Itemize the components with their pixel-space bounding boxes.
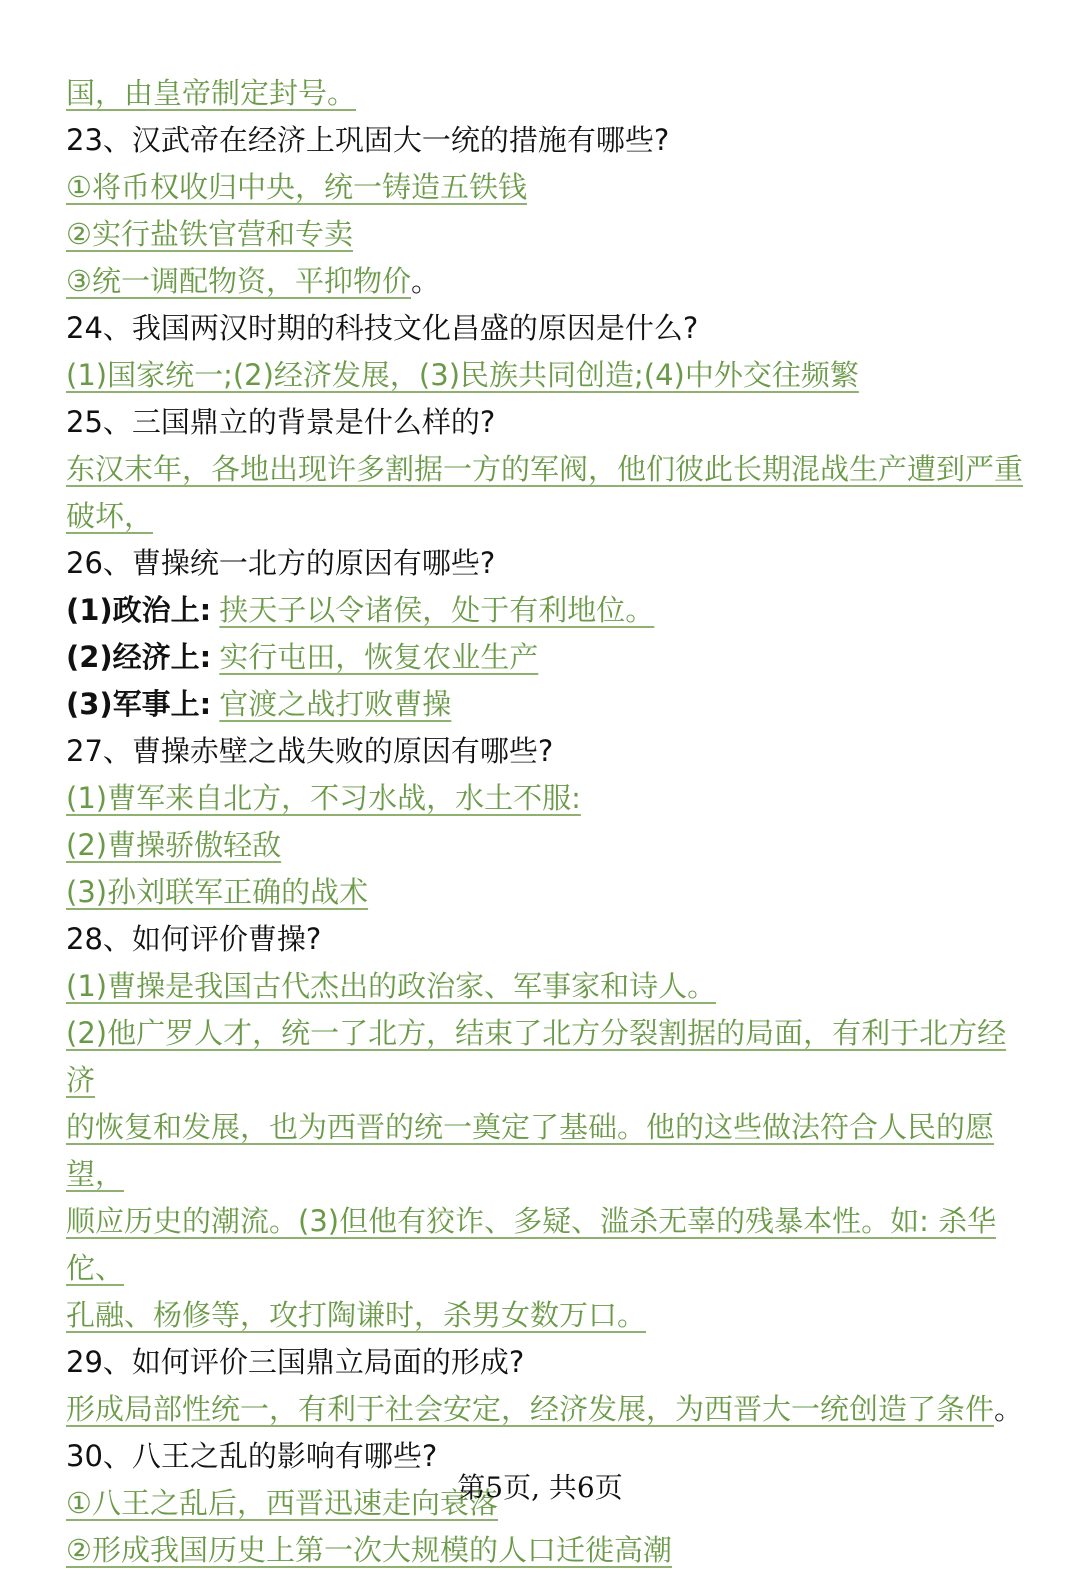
- answer-text: 形成局部性统一，有利于社会安定，经济发展，为西晋大一统创造了条件: [66, 1392, 995, 1426]
- document-body: [66, 70, 1026, 1574]
- page-number-footer: 第5页, 共6页: [457, 1471, 623, 1504]
- answer-text: 破坏，: [66, 499, 154, 533]
- question-line: 27、曹操赤壁之战失败的原因有哪些?: [66, 734, 554, 768]
- answer-text: 实行屯田，恢复农业生产: [219, 640, 539, 674]
- answer-label: (2)经济上:: [66, 640, 212, 674]
- answer-line: [66, 258, 1026, 305]
- answer-line: [66, 1010, 1026, 1104]
- answer-text: ①八王之乱后，西晋迅速走向衰落: [66, 1486, 498, 1520]
- answer-line: [66, 1198, 1026, 1292]
- answer-text: 国，由皇帝制定封号。: [66, 76, 357, 110]
- answer-text: ③统一调配物资，平抑物价: [66, 264, 411, 298]
- answer-label: (3)军事上:: [66, 687, 212, 721]
- answer-line: [66, 70, 1026, 117]
- answer-label: (1)政治上:: [66, 593, 212, 627]
- answer-line: [66, 1386, 1026, 1433]
- question-line: 29、如何评价三国鼎立局面的形成?: [66, 1345, 525, 1379]
- question-line: 26、曹操统一北方的原因有哪些?: [66, 546, 496, 580]
- answer-text: (2)曹操骄傲轻敌: [66, 828, 282, 862]
- answer-text: 顺应历史的潮流。(3)但他有狡诈、多疑、滥杀无辜的残暴本性。如: 杀华佗、: [66, 1204, 997, 1285]
- answer-tail-punctuation: 。: [411, 264, 441, 298]
- answer-text: (3)孙刘联军正确的战术: [66, 875, 369, 909]
- answer-text: 的恢复和发展，也为西晋的统一奠定了基础。他的这些做法符合人民的愿望，: [66, 1110, 995, 1191]
- question-line: 23、汉武帝在经济上巩固大一统的措施有哪些?: [66, 123, 670, 157]
- question-line: 30、八王之乱的影响有哪些?: [66, 1439, 438, 1473]
- answer-line: [66, 822, 1026, 869]
- labeled-answer-line: [66, 634, 1026, 681]
- answer-line: [66, 963, 1026, 1010]
- answer-line: [66, 352, 1026, 399]
- answer-text: ①将币权收归中央，统一铸造五铁钱: [66, 170, 527, 204]
- question-line: 28、如何评价曹操?: [66, 922, 322, 956]
- answer-text: 孔融、杨修等，攻打陶谦时，杀男女数万口。: [66, 1298, 647, 1332]
- answer-text: (1)曹军来自北方，不习水战，水土不服:: [66, 781, 581, 815]
- answer-text: 官渡之战打败曹操: [219, 687, 452, 721]
- answer-text: ②实行盐铁官营和专卖: [66, 217, 353, 251]
- answer-line: [66, 1527, 1026, 1574]
- answer-text: (2)他广罗人才，统一了北方，结束了北方分裂割据的局面，有利于北方经济: [66, 1016, 1007, 1097]
- answer-text: 东汉末年，各地出现许多割据一方的军阀，他们彼此长期混战生产遭到严重: [66, 452, 1024, 486]
- answer-line: [66, 775, 1026, 822]
- question-line: 25、三国鼎立的背景是什么样的?: [66, 405, 496, 439]
- question-line: 24、我国两汉时期的科技文化昌盛的原因是什么?: [66, 311, 699, 345]
- answer-text: 挟天子以令诸侯，处于有利地位。: [219, 593, 655, 627]
- answer-line: [66, 164, 1026, 211]
- answer-text: (1)国家统一;(2)经济发展，(3)民族共同创造;(4)中外交往频繁: [66, 358, 859, 392]
- labeled-answer-line: [66, 681, 1026, 728]
- answer-tail-punctuation: 。: [994, 1392, 1024, 1426]
- labeled-answer-line: [66, 587, 1026, 634]
- answer-text: (1)曹操是我国古代杰出的政治家、军事家和诗人。: [66, 969, 717, 1003]
- answer-line: [66, 211, 1026, 258]
- answer-line: [66, 493, 1026, 540]
- answer-line: [66, 869, 1026, 916]
- answer-line: [66, 446, 1026, 493]
- answer-text: ②形成我国历史上第一次大规模的人口迁徙高潮: [66, 1533, 672, 1567]
- answer-line: [66, 1104, 1026, 1198]
- answer-line: [66, 1292, 1026, 1339]
